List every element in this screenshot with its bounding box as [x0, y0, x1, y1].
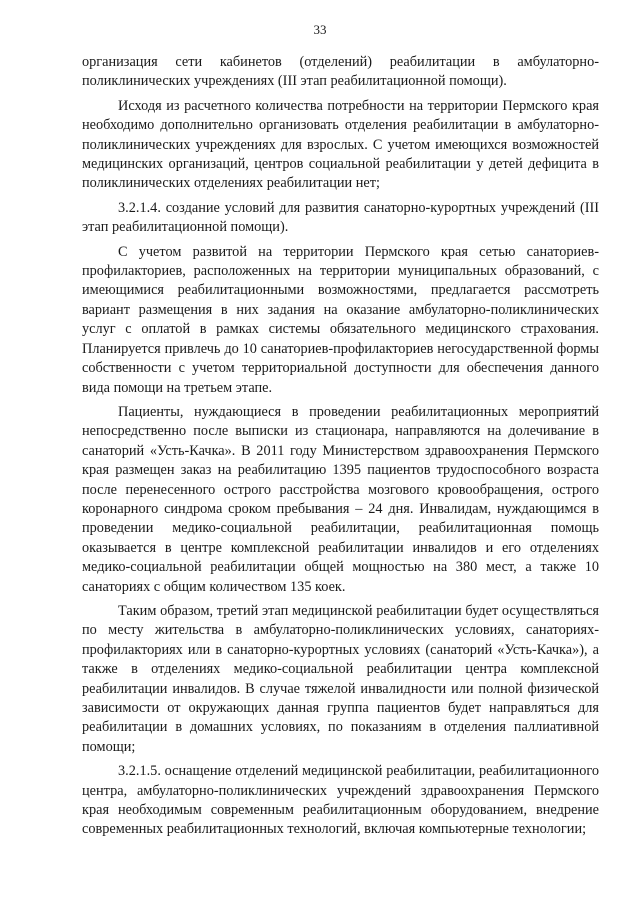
- document-body: [82, 53, 599, 845]
- paragraph: С учетом развитой на территории Пермского края сетью санаториев-профилакториев, расположенных на территории муниципальных образований, с имеющимися реабилитационными возможностями, предлагается рассмотреть вариант размещения в них задания на оказание амбулаторно-поликлинических услуг с оплатой в рамках системы обязательного медицинского страхования. Планируется привлечь до 10 санаториев-профилакториев негосударственной формы собственности с учетом территориальной доступности для обеспечения данного вида помощи на третьем этапе.: [82, 243, 599, 396]
- paragraph-continuation: организация сети кабинетов (отделений) реабилитации в амбулаторно-поликлинических учреждениях (III этап реабилитационной помощи).: [82, 54, 599, 90]
- paragraph: Исходя из расчетного количества потребности на территории Пермского края необходимо дополнительно организовать отделения реабилитации в амбулаторно-поликлинических учреждениях для взрослых. С учетом имеющихся возможностей медицинских организаций, центров социальной реабилитации у детей дефицита в поликлинических отделениях реабилитации нет;: [82, 97, 599, 192]
- paragraph: Таким образом, третий этап медицинской реабилитации будет осуществляться по месту жительства в амбулаторно-поликлинических условиях, санаториях-профилакториях или в санаторно-курортных условиях (санаторий «Усть-Качка»), а также в отделениях медико-социальной реабилитации центра комплексной реабилитации инвалидов. В случае тяжелой инвалидности или полной физической зависимости от окружающих данная группа пациентов будет направляться для реабилитации в домашних условиях, по показаниям в отделения паллиативной помощи;: [82, 602, 599, 755]
- section-item-3-2-1-4: 3.2.1.4. создание условий для развития санаторно-курортных учреждений (III этап реабилитационной помощи).: [82, 199, 599, 236]
- section-item-3-2-1-5: 3.2.1.5. оснащение отделений медицинской реабилитации, реабилитационного центра, амбулаторно-поликлинических учреждений здравоохранения Пермского края необходимым современным реабилитационным оборудованием, внедрение современных реабилитационных технологий, включая компьютерные технологии;: [82, 763, 599, 838]
- paragraph: Пациенты, нуждающиеся в проведении реабилитационных мероприятий непосредственно после выписки из стационара, направляются на долечивание в санаторий «Усть-Качка». В 2011 году Министерством здравоохранения Пермского края размещен заказ на реабилитацию 1395 пациентов трудоспособного возраста после перенесенного острого расстройства мозгового кровообращения, острого коронарного синдрома сроком пребывания – 24 дня. Инвалидам, нуждающимся в проведении медико-социальной реабилитации, реабилитационная помощь оказывается в центре комплексной реабилитации инвалидов и его отделениях медико-социальной реабилитации общей мощностью на 380 мест, а также 10 санаториях с общим количеством 135 коек.: [82, 403, 599, 595]
- page-number: 33: [313, 22, 327, 37]
